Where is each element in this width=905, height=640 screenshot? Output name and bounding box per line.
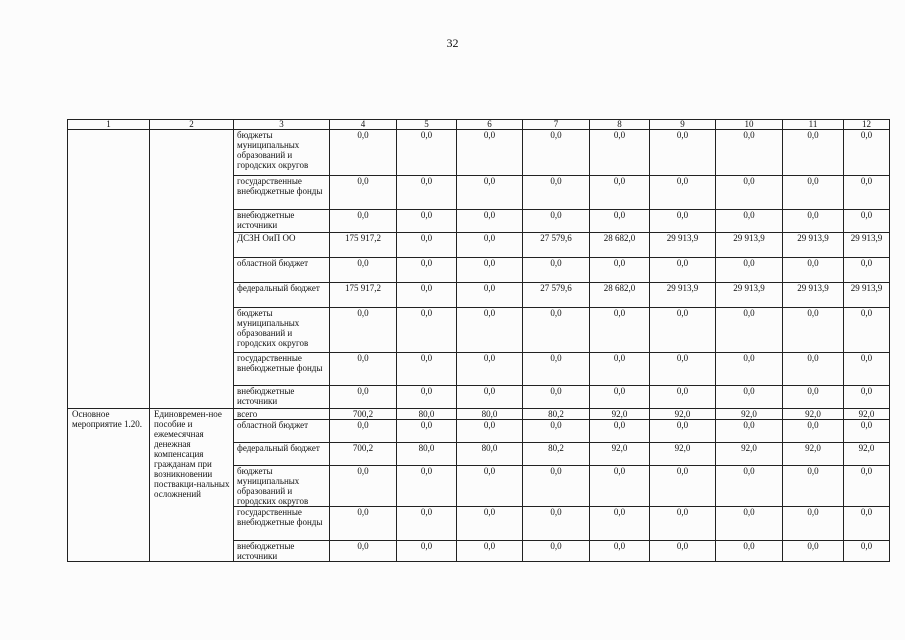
value-cell: 0,0 (397, 283, 457, 308)
funding-source-cell: внебюджетные источники (234, 386, 330, 409)
value-cell: 0,0 (716, 176, 783, 210)
value-cell: 0,0 (590, 353, 650, 386)
value-cell: 27 579,6 (523, 233, 590, 258)
value-cell: 0,0 (523, 466, 590, 507)
value-cell: 0,0 (650, 386, 716, 409)
value-cell: 0,0 (397, 210, 457, 233)
funding-source-cell: областной бюджет (234, 420, 330, 443)
value-cell: 0,0 (523, 386, 590, 409)
column-number-cell: 2 (150, 120, 234, 130)
value-cell: 0,0 (397, 353, 457, 386)
value-cell: 0,0 (457, 233, 523, 258)
value-cell: 0,0 (330, 308, 397, 353)
description-cell: Единовремен-ное пособие и ежемесячная денежная компенсация гражданам при возникновении поствакци-нальных осложнений (150, 409, 234, 562)
value-cell: 29 913,9 (783, 233, 844, 258)
value-cell: 29 913,9 (650, 233, 716, 258)
value-cell: 0,0 (457, 386, 523, 409)
value-cell: 0,0 (650, 420, 716, 443)
value-cell: 0,0 (457, 210, 523, 233)
funding-source-cell: внебюджетные источники (234, 210, 330, 233)
value-cell: 0,0 (650, 353, 716, 386)
value-cell: 0,0 (783, 386, 844, 409)
value-cell: 0,0 (650, 541, 716, 562)
value-cell: 0,0 (716, 353, 783, 386)
value-cell: 0,0 (590, 386, 650, 409)
activity-cell-empty (68, 130, 150, 409)
value-cell: 0,0 (397, 386, 457, 409)
value-cell: 0,0 (330, 420, 397, 443)
value-cell: 0,0 (457, 541, 523, 562)
value-cell: 0,0 (523, 507, 590, 541)
value-cell: 29 913,9 (716, 283, 783, 308)
value-cell: 92,0 (590, 409, 650, 420)
funding-source-cell: областной бюджет (234, 258, 330, 283)
column-number-cell: 10 (716, 120, 783, 130)
funding-source-cell: федеральный бюджет (234, 443, 330, 466)
value-cell: 0,0 (590, 420, 650, 443)
value-cell: 0,0 (716, 130, 783, 176)
value-cell: 0,0 (650, 210, 716, 233)
value-cell: 0,0 (590, 466, 650, 507)
value-cell: 92,0 (650, 409, 716, 420)
value-cell: 0,0 (397, 466, 457, 507)
value-cell: 0,0 (783, 210, 844, 233)
value-cell: 0,0 (844, 466, 890, 507)
value-cell: 0,0 (397, 507, 457, 541)
value-cell: 175 917,2 (330, 233, 397, 258)
value-cell: 0,0 (590, 210, 650, 233)
value-cell: 0,0 (523, 420, 590, 443)
value-cell: 0,0 (783, 507, 844, 541)
value-cell: 0,0 (457, 176, 523, 210)
value-cell: 80,0 (397, 409, 457, 420)
column-number-cell: 4 (330, 120, 397, 130)
value-cell: 0,0 (650, 258, 716, 283)
value-cell: 0,0 (397, 130, 457, 176)
value-cell: 29 913,9 (716, 233, 783, 258)
value-cell: 92,0 (716, 443, 783, 466)
value-cell: 0,0 (330, 210, 397, 233)
value-cell: 0,0 (716, 507, 783, 541)
value-cell: 0,0 (457, 353, 523, 386)
value-cell: 0,0 (330, 176, 397, 210)
value-cell: 175 917,2 (330, 283, 397, 308)
funding-source-cell: бюджеты муниципальных образований и городских округов (234, 308, 330, 353)
funding-source-cell: государственные внебюджетные фонды (234, 176, 330, 210)
value-cell: 0,0 (330, 386, 397, 409)
value-cell: 0,0 (844, 258, 890, 283)
value-cell: 0,0 (716, 258, 783, 283)
value-cell: 0,0 (457, 507, 523, 541)
value-cell: 29 913,9 (650, 283, 716, 308)
column-number-cell: 6 (457, 120, 523, 130)
value-cell: 0,0 (783, 308, 844, 353)
value-cell: 80,2 (523, 443, 590, 466)
column-number-cell: 7 (523, 120, 590, 130)
funding-source-cell: всего (234, 409, 330, 420)
value-cell: 29 913,9 (783, 283, 844, 308)
value-cell: 0,0 (844, 353, 890, 386)
value-cell: 92,0 (783, 443, 844, 466)
value-cell: 0,0 (523, 308, 590, 353)
value-cell: 92,0 (590, 443, 650, 466)
value-cell: 0,0 (397, 308, 457, 353)
value-cell: 0,0 (783, 420, 844, 443)
value-cell: 0,0 (783, 130, 844, 176)
budget-table (67, 119, 890, 562)
value-cell: 0,0 (397, 420, 457, 443)
value-cell: 0,0 (397, 233, 457, 258)
value-cell: 0,0 (716, 308, 783, 353)
value-cell: 0,0 (650, 308, 716, 353)
funding-source-cell: федеральный бюджет (234, 283, 330, 308)
value-cell: 0,0 (844, 386, 890, 409)
value-cell: 0,0 (716, 386, 783, 409)
value-cell: 0,0 (844, 507, 890, 541)
value-cell: 0,0 (330, 353, 397, 386)
column-number-cell: 12 (844, 120, 890, 130)
value-cell: 0,0 (330, 507, 397, 541)
value-cell: 0,0 (397, 258, 457, 283)
value-cell: 0,0 (716, 466, 783, 507)
page-number: 32 (446, 36, 459, 50)
value-cell: 0,0 (650, 466, 716, 507)
column-number-cell: 1 (68, 120, 150, 130)
value-cell: 0,0 (590, 258, 650, 283)
value-cell: 0,0 (457, 130, 523, 176)
value-cell: 700,2 (330, 409, 397, 420)
value-cell: 0,0 (716, 420, 783, 443)
value-cell: 0,0 (783, 176, 844, 210)
value-cell: 92,0 (650, 443, 716, 466)
value-cell: 0,0 (457, 420, 523, 443)
value-cell: 0,0 (590, 541, 650, 562)
value-cell: 92,0 (844, 443, 890, 466)
value-cell: 0,0 (397, 541, 457, 562)
value-cell: 0,0 (330, 466, 397, 507)
value-cell: 0,0 (590, 130, 650, 176)
value-cell: 0,0 (457, 466, 523, 507)
value-cell: 0,0 (397, 176, 457, 210)
funding-source-cell: бюджеты муниципальных образований и городских округов (234, 130, 330, 176)
funding-source-cell: государственные внебюджетные фонды (234, 353, 330, 386)
value-cell: 0,0 (590, 176, 650, 210)
value-cell: 0,0 (523, 353, 590, 386)
funding-source-cell: государственные внебюджетные фонды (234, 507, 330, 541)
value-cell: 80,0 (457, 409, 523, 420)
value-cell: 700,2 (330, 443, 397, 466)
table-row (68, 409, 890, 420)
value-cell: 0,0 (590, 308, 650, 353)
value-cell: 28 682,0 (590, 283, 650, 308)
value-cell: 0,0 (650, 130, 716, 176)
value-cell: 0,0 (330, 130, 397, 176)
value-cell: 0,0 (844, 308, 890, 353)
value-cell: 0,0 (716, 541, 783, 562)
value-cell: 27 579,6 (523, 283, 590, 308)
value-cell: 0,0 (844, 210, 890, 233)
value-cell: 0,0 (783, 541, 844, 562)
value-cell: 0,0 (523, 258, 590, 283)
value-cell: 80,0 (397, 443, 457, 466)
value-cell: 29 913,9 (844, 233, 890, 258)
funding-source-cell: ДСЗН ОиП ОО (234, 233, 330, 258)
value-cell: 0,0 (457, 283, 523, 308)
value-cell: 0,0 (330, 258, 397, 283)
column-number-cell: 11 (783, 120, 844, 130)
value-cell: 0,0 (523, 130, 590, 176)
value-cell: 0,0 (844, 541, 890, 562)
value-cell: 0,0 (457, 258, 523, 283)
description-cell-empty (150, 130, 234, 409)
value-cell: 0,0 (783, 353, 844, 386)
funding-source-cell: внебюджетные источники (234, 541, 330, 562)
value-cell: 92,0 (844, 409, 890, 420)
value-cell: 0,0 (523, 176, 590, 210)
column-number-cell: 3 (234, 120, 330, 130)
value-cell: 0,0 (590, 507, 650, 541)
value-cell: 80,2 (523, 409, 590, 420)
column-number-cell: 9 (650, 120, 716, 130)
value-cell: 0,0 (844, 130, 890, 176)
value-cell: 29 913,9 (844, 283, 890, 308)
value-cell: 92,0 (783, 409, 844, 420)
value-cell: 0,0 (650, 176, 716, 210)
value-cell: 0,0 (650, 507, 716, 541)
table-row (68, 130, 890, 176)
value-cell: 0,0 (844, 420, 890, 443)
value-cell: 92,0 (716, 409, 783, 420)
column-number-cell: 8 (590, 120, 650, 130)
value-cell: 0,0 (457, 308, 523, 353)
value-cell: 0,0 (523, 210, 590, 233)
value-cell: 0,0 (783, 258, 844, 283)
value-cell: 80,0 (457, 443, 523, 466)
funding-source-cell: бюджеты муниципальных образований и городских округов (234, 466, 330, 507)
value-cell: 0,0 (716, 210, 783, 233)
column-number-row (68, 120, 890, 130)
value-cell: 0,0 (330, 541, 397, 562)
value-cell: 0,0 (783, 466, 844, 507)
value-cell: 0,0 (844, 176, 890, 210)
value-cell: 0,0 (523, 541, 590, 562)
column-number-cell: 5 (397, 120, 457, 130)
value-cell: 28 682,0 (590, 233, 650, 258)
activity-cell: Основное мероприятие 1.20. (68, 409, 150, 562)
